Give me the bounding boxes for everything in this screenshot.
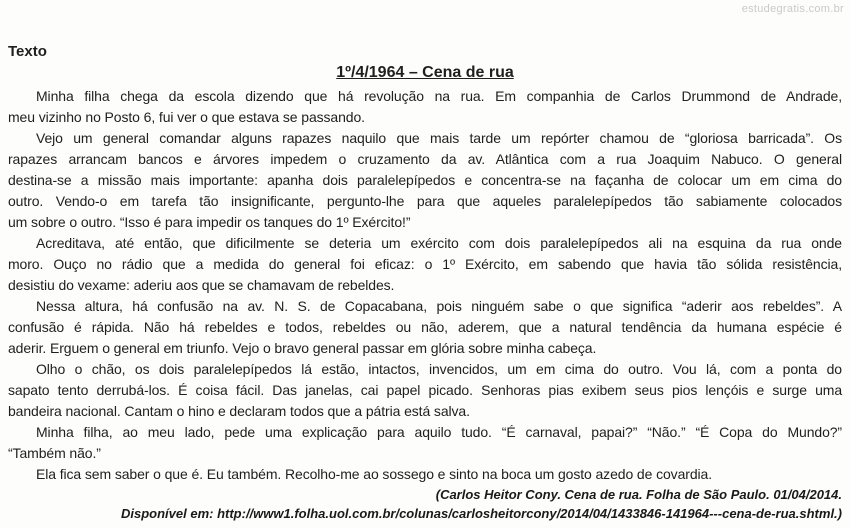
citation-block bbox=[8, 485, 842, 523]
article-title: 1º/4/1964 – Cena de rua bbox=[336, 64, 514, 81]
text-line: Nessa altura, há confusão na av. N. S. de Copacabana, pois ninguém sabe o que significa “aderir aos rebeldes”. A bbox=[36, 298, 842, 314]
text-line: destina-se a missão mais importante: apanha dois paralelepípedos e concentra-se na façanha de colocar um em cima do bbox=[8, 172, 842, 188]
paragraph bbox=[8, 296, 842, 359]
text-line: confusão é rápida. Não há rebeldes e todos, rebeldes ou não, aderem, que a natural tendência da humana espécie é bbox=[8, 319, 842, 335]
paragraph bbox=[8, 128, 842, 233]
paragraph bbox=[8, 464, 842, 485]
text-line: Olho o chão, os dois paralelepípedos lá estão, intactos, invencidos, um em cima do outro. Vou lá, com a ponta do bbox=[36, 361, 842, 377]
citation-line-url: Disponível em: http://www1.folha.uol.com.br/colunas/carlosheitorcony/2014/04/1433846-141964---cena-de-rua.shtml.) bbox=[121, 506, 842, 521]
text-line: rapazes arrancam bancos e árvores impedem o cruzamento da av. Atlântica com a rua Joaquim Nabuco. O general bbox=[8, 151, 842, 167]
text-line: moro. Ouço no rádio que a medida do general foi eficaz: o 1º Exército, em sabendo que havia tão sólida resistência, bbox=[8, 256, 842, 272]
text-line: Minha filha chega da escola dizendo que há revolução na rua. Em companhia de Carlos Drummond de Andrade, bbox=[36, 88, 842, 104]
text-line: bandeira nacional. Cantam o hino e declaram todos que a pátria está salva. bbox=[8, 403, 470, 419]
text-line: Minha filha, ao meu lado, pede uma explicação para aquilo tudo. “É carnaval, papai?” “Não.” “É Copa do Mundo?” bbox=[36, 424, 842, 440]
text-line: um sobre o outro. “Isso é para impedir os tanques do 1º Exército!” bbox=[8, 214, 411, 230]
text-line: Ela fica sem saber o que é. Eu também. Recolho-me ao sossego e sinto na boca um gosto azedo de covardia. bbox=[36, 466, 712, 482]
paragraph bbox=[8, 233, 842, 296]
text-line: desistiu do vexame: aderiu aos que se chamavam de rebeldes. bbox=[8, 277, 395, 293]
text-line: aderir. Erguem o general em triunfo. Vejo o bravo general passar em glória sobre minha cabeça. bbox=[8, 340, 597, 356]
article-body bbox=[8, 86, 842, 485]
text-line: Vejo um general comandar alguns rapazes naquilo que mais tarde um repórter chamou de “gloriosa barricada”. Os bbox=[36, 130, 842, 146]
watermark: estudegratis.com.br bbox=[741, 3, 844, 15]
section-label: Texto bbox=[8, 43, 47, 60]
text-line: sapato tento derrubá-los. É coisa fácil. Das janelas, cai papel picado. Senhoras pias exibem seus pios lençóis e surge uma bbox=[8, 382, 842, 398]
text-line: Acreditava, até então, que dificilmente se deteria um exército com dois paralelepípedos ali na esquina da rua onde bbox=[36, 235, 842, 251]
paragraph bbox=[8, 86, 842, 128]
paragraph bbox=[8, 359, 842, 422]
text-line: “Também não.” bbox=[8, 445, 101, 461]
text-line: outro. Vendo-o em tarefa tão insignificante, pergunto-lhe para que aqueles paralelepípedos tão sabiamente colocados bbox=[8, 193, 842, 209]
citation-line-author: (Carlos Heitor Cony. Cena de rua. Folha de São Paulo. 01/04/2014. bbox=[435, 487, 842, 502]
paragraph bbox=[8, 422, 842, 464]
text-line: meu vizinho no Posto 6, fui ver o que estava se passando. bbox=[8, 109, 365, 125]
